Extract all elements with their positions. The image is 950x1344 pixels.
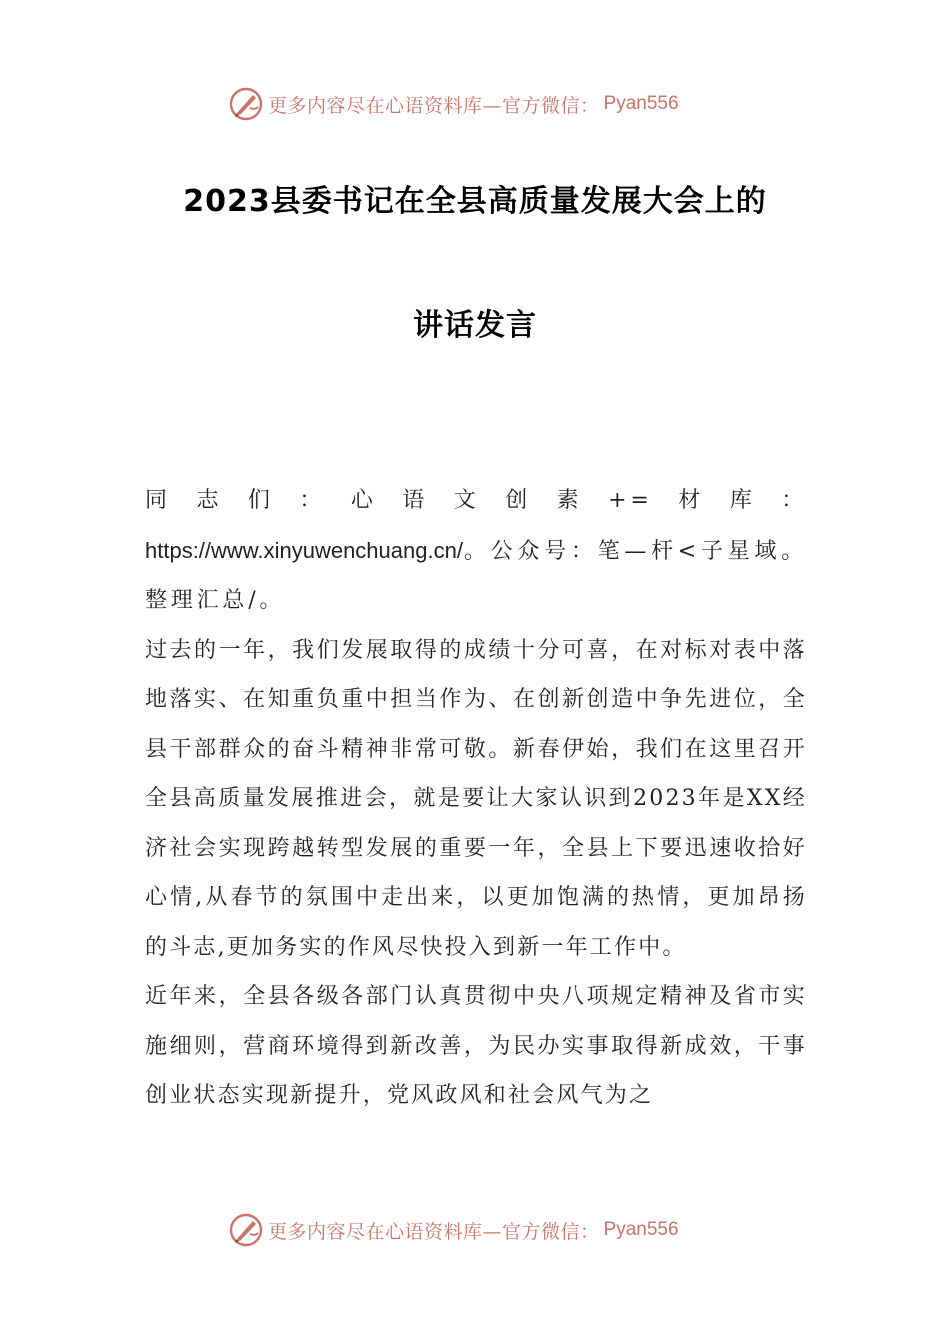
pen-logo-icon (228, 86, 264, 122)
document-title-line-2: 讲话发言 (413, 308, 537, 343)
website-url: https://www.xinyuwenchuang.cn/ (145, 537, 463, 563)
footer-watermark (228, 1212, 728, 1248)
paragraph-2: 过去的一年，我们发展取得的成绩十分可喜，在对标对表中落地落实、在知重负重中担当作为、在创新创造中争先进位，全县干部群众的奋斗精神非常可敬。新春伊始，我们在这里召开全县高质量发展推进会，就是要让大家认识到2023年是XX经济社会实现跨越转型发展的重要一年，全县上下要迅速收拾好心情,从春节的氛围中走出来，以更加饱满的热情，更加昂扬的斗志,更加务实的作风尽快投入到新一年工作中。 (145, 637, 807, 960)
watermark-text: 更多内容尽在心语资料库—官方微信： (268, 1220, 600, 1243)
watermark-wechat-id: Pyan556 (603, 93, 679, 114)
document-body (145, 476, 807, 1121)
watermark-wechat-id: Pyan556 (603, 1219, 679, 1240)
watermark-text: 更多内容尽在心语资料库—官方微信： (268, 94, 600, 117)
greeting-text: 同志们：心语文创素+=材库： (145, 488, 807, 513)
pen-logo-icon (228, 1212, 264, 1248)
paragraph-3: 近年来，全县各级各部门认真贯彻中央八项规定精神及省市实施细则，营商环境得到新改善，为民办实事取得新成效，干事创业状态实现新提升，党风政风和社会风气为之 (145, 984, 807, 1108)
document-title-line-1: 2023县委书记在全县高质量发展大会上的 (183, 184, 767, 219)
greeting-suffix: 。公众号：笔—杆<子星域。整理汇总/。 (145, 538, 807, 613)
paragraph-greeting (145, 476, 807, 626)
header-watermark (228, 86, 728, 122)
